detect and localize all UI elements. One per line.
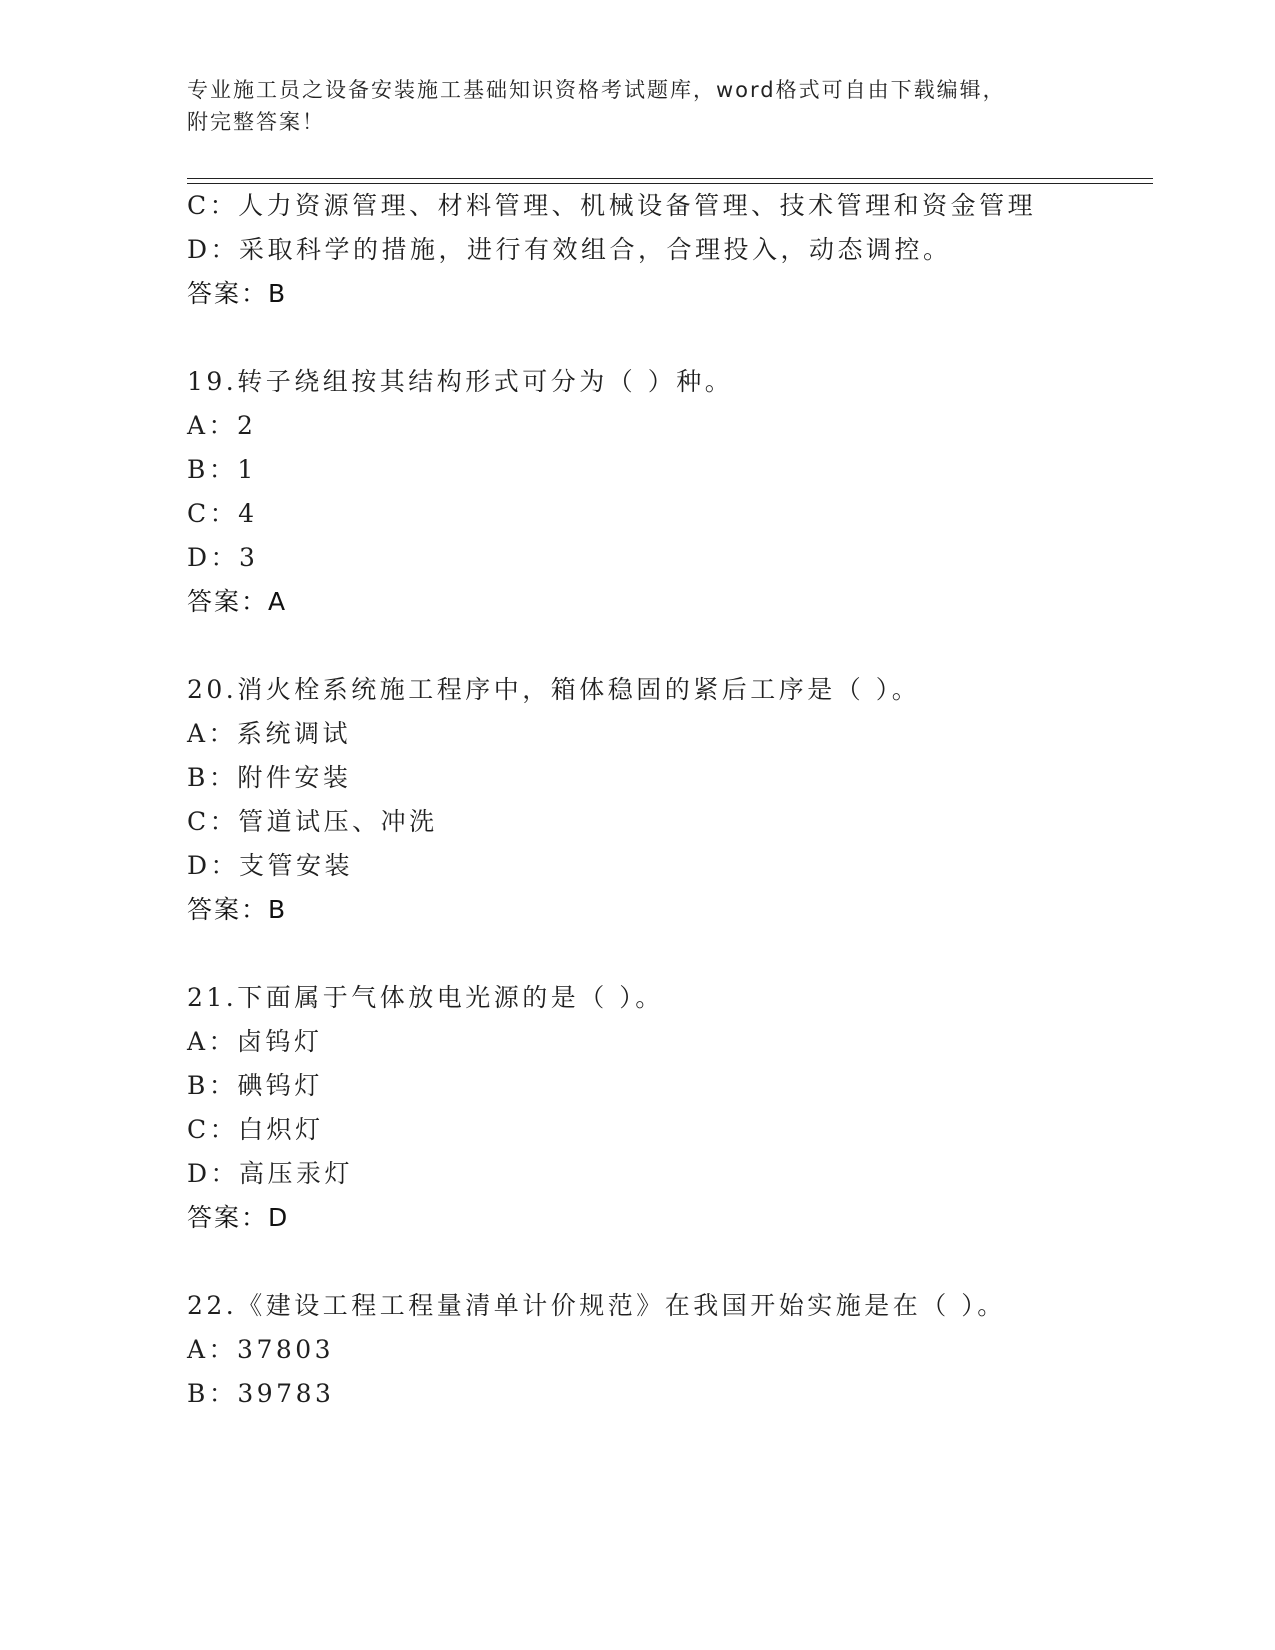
question-stem: 21.下面属于气体放电光源的是（ ）。: [187, 983, 664, 1012]
option-a: A：系统调试: [187, 719, 352, 748]
option-d: D：采取科学的措施，进行有效组合，合理投入，动态调控。: [187, 235, 952, 264]
option-d: D：3: [187, 543, 259, 572]
option-c: C：4: [187, 499, 258, 528]
option-c: C：管道试压、冲洗: [187, 807, 438, 836]
option-c: C：白炽灯: [187, 1115, 324, 1144]
question-stem: 19.转子绕组按其结构形式可分为（ ）种。: [187, 367, 734, 396]
document-header: [187, 74, 1067, 138]
option-b: B：39783: [187, 1379, 335, 1408]
option-d: D：支管安装: [187, 851, 354, 880]
option-b: B：1: [187, 455, 257, 484]
question-stem: 22.《建设工程工程量清单计价规范》在我国开始实施是在（ ）。: [187, 1291, 1006, 1320]
option-b: B：附件安装: [187, 763, 352, 792]
answer-line: 答案：D: [187, 1203, 290, 1232]
header-line-2: 附完整答案！: [187, 110, 325, 134]
option-a: A：卤钨灯: [187, 1027, 323, 1056]
option-c: C：人力资源管理、材料管理、机械设备管理、技术管理和资金管理: [187, 191, 1037, 220]
answer-line: 答案：B: [187, 279, 288, 308]
answer-line: 答案：B: [187, 895, 288, 924]
option-b: B：碘钨灯: [187, 1071, 323, 1100]
option-a: A：37803: [187, 1335, 335, 1364]
header-divider-top: [187, 178, 1153, 179]
question-stem: 20.消火栓系统施工程序中，箱体稳固的紧后工序是（ ）。: [187, 675, 921, 704]
answer-line: 答案：A: [187, 587, 288, 616]
option-d: D：高压汞灯: [187, 1159, 354, 1188]
header-line-1: 专业施工员之设备安装施工基础知识资格考试题库，word格式可自由下载编辑，: [187, 78, 1006, 102]
option-a: A：2: [187, 411, 257, 440]
header-divider-bottom: [187, 183, 1153, 184]
